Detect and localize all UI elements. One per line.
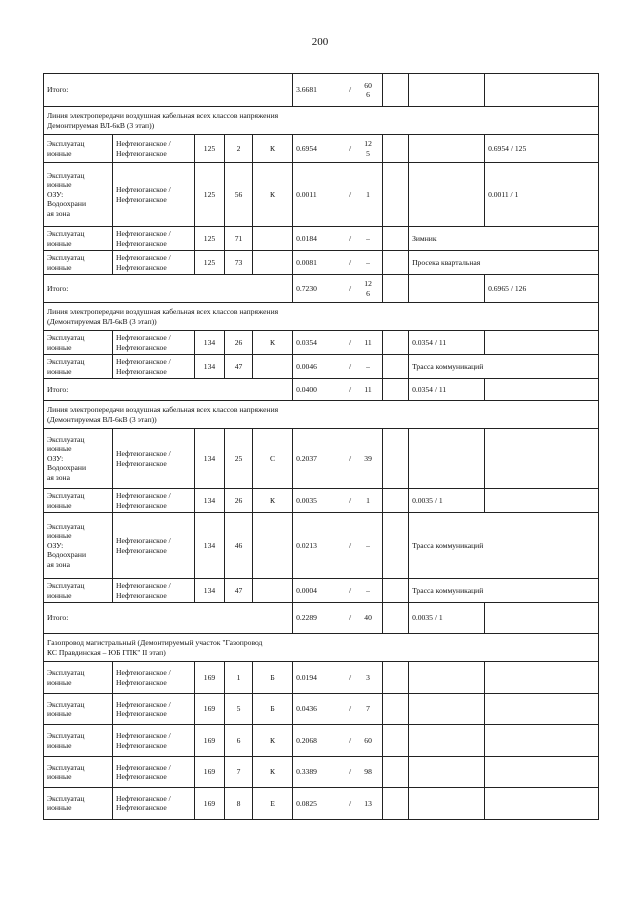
location: Нефтеюганское / Нефтеюганское (113, 227, 195, 251)
quarter-number: 134 (195, 331, 225, 355)
area-value: 0.0436 (296, 704, 317, 714)
section-number: 8 (225, 788, 253, 819)
land-category: Эксплуатац ионные ОЗУ: Водоохрани ая зона (44, 513, 113, 579)
spacer-cell (383, 788, 409, 819)
total-label: Итого: (44, 379, 293, 401)
section-heading: Линия электропередачи воздушная кабельная всех классов напряжения Демонтируемая ВЛ-6кВ (3 этап)) (44, 107, 599, 135)
area-value: 0.0354 (296, 337, 317, 347)
spacer-cell (383, 331, 409, 355)
land-category-table (43, 73, 599, 820)
table-row-note (44, 251, 599, 275)
area-cell (293, 251, 383, 275)
category-code: Б (253, 693, 293, 724)
note-text: Зимник (409, 227, 599, 251)
land-category: Эксплуатац ионные (44, 251, 113, 275)
parcel-count: – (366, 540, 370, 550)
value-col-1 (409, 725, 485, 756)
land-category: Эксплуатац ионные (44, 331, 113, 355)
area-value: 0.0194 (296, 672, 317, 682)
table-row-section (44, 634, 599, 662)
category-code: К (253, 135, 293, 163)
parcel-count: 12 6 (364, 279, 372, 298)
value-col-1 (409, 788, 485, 819)
area-value: 0.0004 (296, 585, 317, 595)
quarter-number: 169 (195, 788, 225, 819)
category-code: Е (253, 788, 293, 819)
slash: / (349, 798, 352, 808)
section-number: 25 (225, 429, 253, 489)
slash: / (349, 143, 352, 153)
note-text: Трасса коммуникаций (409, 579, 599, 603)
quarter-number: 134 (195, 355, 225, 379)
land-category: Эксплуатац ионные (44, 227, 113, 251)
land-category: Эксплуатац ионные (44, 135, 113, 163)
spacer-cell (383, 275, 409, 303)
category-code (253, 513, 293, 579)
value-col-2 (485, 662, 599, 693)
spacer-cell (383, 603, 409, 634)
value-col-1 (409, 662, 485, 693)
area-cell (293, 513, 383, 579)
table-row-note (44, 355, 599, 379)
parcel-count: 11 (364, 337, 372, 347)
spacer-cell (383, 135, 409, 163)
table-row-data (44, 693, 599, 724)
value-col-2 (485, 603, 599, 634)
spacer-cell (383, 163, 409, 227)
section-number: 26 (225, 489, 253, 513)
quarter-number: 169 (195, 756, 225, 787)
area-value: 0.0081 (296, 257, 317, 267)
table-row-section (44, 107, 599, 135)
table-row-data (44, 331, 599, 355)
location: Нефтеюганское / Нефтеюганское (113, 513, 195, 579)
land-category: Эксплуатац ионные (44, 579, 113, 603)
slash: / (349, 735, 352, 745)
area-cell (293, 355, 383, 379)
area-cell (293, 756, 383, 787)
section-number: 7 (225, 756, 253, 787)
area-value: 0.0213 (296, 540, 317, 550)
slash: / (349, 453, 352, 463)
parcel-count: 98 (364, 767, 372, 777)
value-col-1 (409, 135, 485, 163)
slash: / (349, 283, 352, 293)
location: Нефтеюганское / Нефтеюганское (113, 579, 195, 603)
section-number: 56 (225, 163, 253, 227)
category-code: К (253, 331, 293, 355)
area-cell (293, 275, 383, 303)
value-col-1: 0.0354 / 11 (409, 331, 485, 355)
value-col-2 (485, 379, 599, 401)
area-cell (293, 379, 383, 401)
category-code: К (253, 756, 293, 787)
table-row-total (44, 603, 599, 634)
area-value: 0.2037 (296, 453, 317, 463)
location: Нефтеюганское / Нефтеюганское (113, 429, 195, 489)
land-category: Эксплуатац ионные (44, 693, 113, 724)
land-category: Эксплуатац ионные (44, 355, 113, 379)
slash: / (349, 767, 352, 777)
quarter-number: 134 (195, 513, 225, 579)
land-category: Эксплуатац ионные ОЗУ: Водоохрани ая зона (44, 163, 113, 227)
land-category: Эксплуатац ионные (44, 662, 113, 693)
value-col-1: 0.0354 / 11 (409, 379, 485, 401)
area-cell (293, 579, 383, 603)
table-row-section (44, 303, 599, 331)
parcel-count: 13 (364, 798, 372, 808)
category-code: К (253, 163, 293, 227)
area-cell (293, 788, 383, 819)
section-number: 71 (225, 227, 253, 251)
slash: / (349, 337, 352, 347)
spacer-cell (383, 513, 409, 579)
slash: / (349, 540, 352, 550)
location: Нефтеюганское / Нефтеюганское (113, 725, 195, 756)
area-cell (293, 662, 383, 693)
quarter-number: 125 (195, 227, 225, 251)
area-value: 0.6954 (296, 143, 317, 153)
location: Нефтеюганское / Нефтеюганское (113, 489, 195, 513)
area-cell (293, 725, 383, 756)
table-row-data (44, 429, 599, 489)
quarter-number: 169 (195, 725, 225, 756)
note-text: Трасса коммуникаций (409, 513, 599, 579)
spacer-cell (383, 355, 409, 379)
value-col-1 (409, 756, 485, 787)
area-value: 0.0825 (296, 798, 317, 808)
area-cell (293, 74, 383, 107)
area-value: 0.3389 (296, 767, 317, 777)
table-row-section (44, 401, 599, 429)
location: Нефтеюганское / Нефтеюганское (113, 355, 195, 379)
table-row-data (44, 135, 599, 163)
section-heading: Газопровод магистральный (Демонтируемый участок "Газопровод КС Правдинская – ЮБ ГПК" II этап) (44, 634, 599, 662)
area-cell (293, 693, 383, 724)
area-cell (293, 429, 383, 489)
land-category: Эксплуатац ионные ОЗУ: Водоохрани ая зона (44, 429, 113, 489)
value-col-2: 0.0011 / 1 (485, 163, 599, 227)
slash: / (349, 384, 352, 394)
table-row-data (44, 489, 599, 513)
category-code: С (253, 429, 293, 489)
slash: / (349, 585, 352, 595)
section-number: 73 (225, 251, 253, 275)
parcel-count: – (366, 233, 370, 243)
value-col-1: 0.0035 / 1 (409, 489, 485, 513)
spacer-cell (383, 756, 409, 787)
area-cell (293, 163, 383, 227)
spacer-cell (383, 227, 409, 251)
table-body (44, 74, 599, 820)
category-code: К (253, 489, 293, 513)
area-value: 0.2068 (296, 735, 317, 745)
quarter-number: 134 (195, 489, 225, 513)
value-col-2 (485, 429, 599, 489)
table-row-data (44, 788, 599, 819)
location: Нефтеюганское / Нефтеюганское (113, 693, 195, 724)
spacer-cell (383, 579, 409, 603)
area-value: 3.6681 (296, 85, 317, 95)
spacer-cell (383, 693, 409, 724)
value-col-2 (485, 74, 599, 107)
total-label: Итого: (44, 74, 293, 107)
value-col-2 (485, 756, 599, 787)
category-code (253, 579, 293, 603)
note-text: Трасса коммуникаций (409, 355, 599, 379)
slash: / (349, 85, 352, 95)
value-col-1 (409, 429, 485, 489)
land-category: Эксплуатац ионные (44, 489, 113, 513)
quarter-number: 125 (195, 135, 225, 163)
table-row-total (44, 275, 599, 303)
parcel-count: 3 (366, 672, 370, 682)
land-category: Эксплуатац ионные (44, 725, 113, 756)
quarter-number: 134 (195, 579, 225, 603)
slash: / (349, 189, 352, 199)
spacer-cell (383, 725, 409, 756)
spacer-cell (383, 662, 409, 693)
quarter-number: 169 (195, 662, 225, 693)
value-col-1 (409, 163, 485, 227)
section-heading: Линия электропередачи воздушная кабельная всех классов напряжения (Демонтируемая ВЛ-6кВ (3 этап)) (44, 303, 599, 331)
quarter-number: 134 (195, 429, 225, 489)
parcel-count: 60 (364, 735, 372, 745)
area-value: 0.0011 (296, 189, 317, 199)
category-code (253, 227, 293, 251)
parcel-count: – (366, 361, 370, 371)
parcel-count: 7 (366, 704, 370, 714)
table-row-note (44, 579, 599, 603)
parcel-count: 60 6 (364, 80, 372, 99)
location: Нефтеюганское / Нефтеюганское (113, 331, 195, 355)
area-cell (293, 489, 383, 513)
section-number: 1 (225, 662, 253, 693)
page-number: 200 (311, 36, 329, 48)
category-code (253, 251, 293, 275)
spacer-cell (383, 251, 409, 275)
area-cell (293, 331, 383, 355)
land-category: Эксплуатац ионные (44, 756, 113, 787)
area-value: 0.2289 (296, 613, 317, 623)
section-number: 46 (225, 513, 253, 579)
spacer-cell (383, 379, 409, 401)
table-row-data (44, 725, 599, 756)
parcel-count: 39 (364, 453, 372, 463)
parcel-count: – (366, 257, 370, 267)
category-code: Б (253, 662, 293, 693)
parcel-count: 12 5 (364, 139, 372, 158)
table-row-note (44, 227, 599, 251)
location: Нефтеюганское / Нефтеюганское (113, 788, 195, 819)
location: Нефтеюганское / Нефтеюганское (113, 662, 195, 693)
quarter-number: 169 (195, 693, 225, 724)
note-text: Просека квартальная (409, 251, 599, 275)
value-col-2 (485, 489, 599, 513)
value-col-2 (485, 693, 599, 724)
slash: / (349, 361, 352, 371)
location: Нефтеюганское / Нефтеюганское (113, 756, 195, 787)
slash: / (349, 613, 352, 623)
value-col-1 (409, 275, 485, 303)
location: Нефтеюганское / Нефтеюганское (113, 251, 195, 275)
location: Нефтеюганское / Нефтеюганское (113, 135, 195, 163)
area-cell (293, 135, 383, 163)
area-value: 0.0035 (296, 495, 317, 505)
section-number: 2 (225, 135, 253, 163)
spacer-cell (383, 489, 409, 513)
section-number: 26 (225, 331, 253, 355)
slash: / (349, 672, 352, 682)
spacer-cell (383, 429, 409, 489)
value-col-2 (485, 788, 599, 819)
table-row-total (44, 379, 599, 401)
area-cell (293, 227, 383, 251)
section-number: 47 (225, 355, 253, 379)
value-col-2 (485, 725, 599, 756)
parcel-count: 11 (364, 384, 372, 394)
parcel-count: 40 (364, 613, 372, 623)
area-cell (293, 603, 383, 634)
total-label: Итого: (44, 275, 293, 303)
table-row-note (44, 513, 599, 579)
table-row-data (44, 163, 599, 227)
parcel-count: 1 (366, 189, 370, 199)
value-col-1: 0.0035 / 1 (409, 603, 485, 634)
total-label: Итого: (44, 603, 293, 634)
section-heading: Линия электропередачи воздушная кабельная всех классов напряжения (Демонтируемая ВЛ-6кВ (3 этап)) (44, 401, 599, 429)
land-category: Эксплуатац ионные (44, 788, 113, 819)
location: Нефтеюганское / Нефтеюганское (113, 163, 195, 227)
slash: / (349, 257, 352, 267)
slash: / (349, 233, 352, 243)
quarter-number: 125 (195, 251, 225, 275)
section-number: 47 (225, 579, 253, 603)
parcel-count: 1 (366, 495, 370, 505)
area-value: 0.0046 (296, 361, 317, 371)
area-value: 0.0184 (296, 233, 317, 243)
section-number: 5 (225, 693, 253, 724)
value-col-2: 0.6965 / 126 (485, 275, 599, 303)
value-col-1 (409, 693, 485, 724)
slash: / (349, 495, 352, 505)
value-col-2: 0.6954 / 125 (485, 135, 599, 163)
category-code (253, 355, 293, 379)
spacer-cell (383, 74, 409, 107)
value-col-1 (409, 74, 485, 107)
area-value: 0.7230 (296, 283, 317, 293)
slash: / (349, 704, 352, 714)
table-row-data (44, 756, 599, 787)
section-number: 6 (225, 725, 253, 756)
table-row-total (44, 74, 599, 107)
value-col-2 (485, 331, 599, 355)
parcel-count: – (366, 585, 370, 595)
quarter-number: 125 (195, 163, 225, 227)
category-code: К (253, 725, 293, 756)
table-row-data (44, 662, 599, 693)
area-value: 0.0400 (296, 384, 317, 394)
